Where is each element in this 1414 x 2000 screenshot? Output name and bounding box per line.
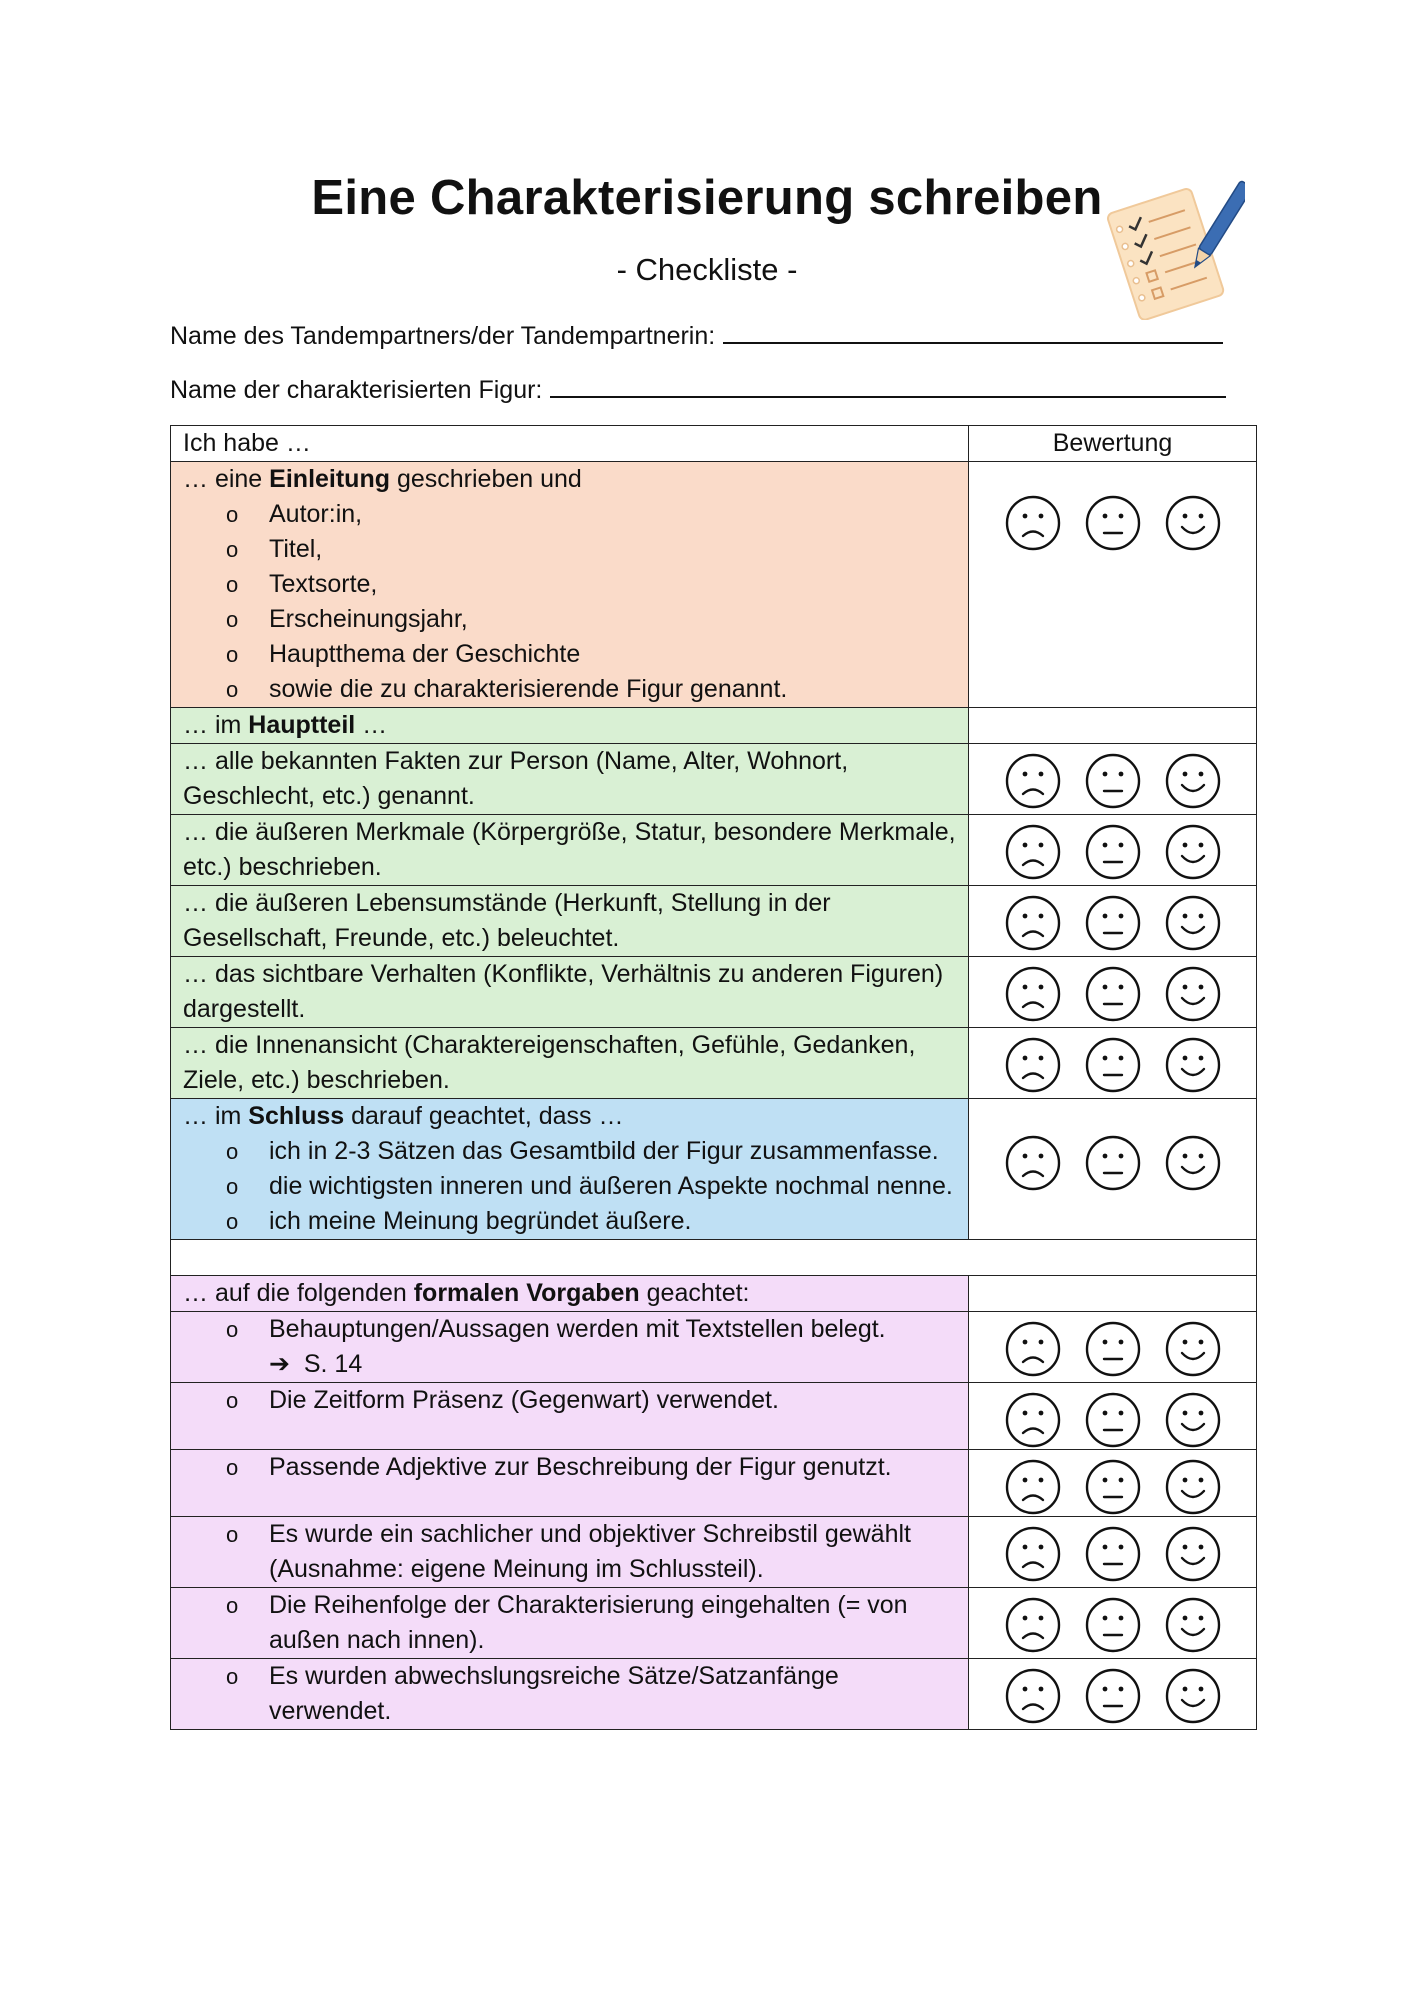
sad-face-icon[interactable]	[1004, 894, 1062, 952]
figure-name-label: Name der charakterisierten Figur:	[170, 376, 543, 404]
happy-face-icon[interactable]	[1164, 1458, 1222, 1516]
sad-face-icon[interactable]	[1004, 965, 1062, 1023]
main-item: … alle bekannten Fakten zur Person (Name, Alter, Wohnort, Geschlecht, etc.) genannt.	[171, 744, 969, 815]
table-row	[171, 1099, 1257, 1240]
table-row	[171, 1383, 1257, 1450]
main-heading: … im Hauptteil …	[171, 708, 969, 744]
neutral-face-icon[interactable]	[1084, 1458, 1142, 1516]
neutral-face-icon[interactable]	[1084, 1320, 1142, 1378]
spacer-cell	[171, 1240, 1257, 1276]
list-item: o Textsorte,	[226, 570, 378, 598]
neutral-face-icon[interactable]	[1084, 1134, 1142, 1192]
sad-face-icon[interactable]	[1004, 1036, 1062, 1094]
list-item: o Erscheinungsjahr,	[226, 605, 468, 633]
formal-item	[171, 1588, 969, 1659]
list-item: o ich in 2-3 Sätzen das Gesamtbild der Figur zusammenfasse.	[226, 1137, 939, 1165]
page-reference: ➔ S. 14	[269, 1350, 363, 1378]
list-item: o Titel,	[226, 535, 323, 563]
rating-faces[interactable]	[981, 462, 1244, 552]
table-row	[171, 1517, 1257, 1588]
header-rating: Bewertung	[969, 426, 1257, 462]
happy-face-icon[interactable]	[1164, 1667, 1222, 1725]
rating-faces[interactable]	[981, 886, 1244, 952]
rating-cell	[969, 1450, 1257, 1517]
list-item: o Die Zeitform Präsenz (Gegenwart) verwendet.	[226, 1386, 779, 1414]
intro-cell	[171, 462, 969, 708]
table-row	[171, 708, 1257, 744]
table-row	[171, 1588, 1257, 1659]
rating-cell	[969, 1312, 1257, 1383]
main-item: … das sichtbare Verhalten (Konflikte, Verhältnis zu anderen Figuren) dargestellt.	[171, 957, 969, 1028]
sad-face-icon[interactable]	[1004, 752, 1062, 810]
happy-face-icon[interactable]	[1164, 752, 1222, 810]
neutral-face-icon[interactable]	[1084, 1525, 1142, 1583]
sad-face-icon[interactable]	[1004, 823, 1062, 881]
partner-name-field[interactable]	[170, 318, 1223, 351]
rating-faces[interactable]	[981, 815, 1244, 881]
list-item: o Hauptthema der Geschichte	[226, 640, 581, 668]
happy-face-icon[interactable]	[1164, 1036, 1222, 1094]
list-item: o Es wurde ein sachlicher und objektiver Schreibstil gewählt (Ausnahme: eigene Meinung im Schlussteil).	[226, 1520, 911, 1583]
list-item: o Es wurden abwechslungsreiche Sätze/Satzanfänge verwendet.	[226, 1662, 839, 1725]
rating-faces[interactable]	[981, 1028, 1244, 1094]
table-row	[171, 815, 1257, 886]
rating-faces[interactable]	[981, 1312, 1244, 1378]
conclusion-cell	[171, 1099, 969, 1240]
checklist-table	[170, 425, 1257, 1730]
header-left: Ich habe …	[171, 426, 969, 462]
rating-faces[interactable]	[981, 744, 1244, 810]
conclusion-heading: … im Schluss darauf geachtet, dass …	[183, 1102, 624, 1130]
page-title: Eine Charakterisierung schreiben	[311, 171, 1103, 225]
rating-cell	[969, 815, 1257, 886]
table-row	[171, 1028, 1257, 1099]
neutral-face-icon[interactable]	[1084, 823, 1142, 881]
rating-faces[interactable]	[981, 1517, 1244, 1583]
intro-bullet-list	[183, 497, 956, 707]
figure-name-blank[interactable]	[550, 372, 1226, 398]
neutral-face-icon[interactable]	[1084, 894, 1142, 952]
rating-cell	[969, 1383, 1257, 1450]
list-item: o Die Reihenfolge der Charakterisierung eingehalten (= von außen nach innen).	[226, 1591, 908, 1654]
arrow-right-icon: ➔	[269, 1350, 290, 1378]
sad-face-icon[interactable]	[1004, 1134, 1062, 1192]
partner-name-label: Name des Tandempartners/der Tandempartnerin:	[170, 322, 716, 350]
formal-item	[171, 1383, 969, 1450]
partner-name-blank[interactable]	[723, 318, 1223, 344]
intro-heading: … eine Einleitung geschrieben und	[183, 465, 582, 493]
rating-cell	[969, 744, 1257, 815]
rating-cell	[969, 1517, 1257, 1588]
neutral-face-icon[interactable]	[1084, 494, 1142, 552]
rating-faces[interactable]	[981, 957, 1244, 1023]
table-row	[171, 1276, 1257, 1312]
checklist-pencil-icon	[1100, 175, 1245, 320]
list-item: o Passende Adjektive zur Beschreibung der Figur genutzt.	[226, 1453, 892, 1481]
list-item: o sowie die zu charakterisierende Figur genannt.	[226, 675, 788, 703]
rating-cell	[969, 1588, 1257, 1659]
table-row	[171, 957, 1257, 1028]
happy-face-icon[interactable]	[1164, 1134, 1222, 1192]
neutral-face-icon[interactable]	[1084, 1391, 1142, 1449]
list-item: o die wichtigsten inneren und äußeren Aspekte nochmal nenne.	[226, 1172, 953, 1200]
formal-heading: … auf die folgenden formalen Vorgaben geachtet:	[171, 1276, 969, 1312]
list-item: o Autor:in,	[226, 500, 363, 528]
table-row	[171, 1450, 1257, 1517]
main-item: … die äußeren Lebensumstände (Herkunft, Stellung in der Gesellschaft, Freunde, etc.) beleuchtet.	[171, 886, 969, 957]
sad-face-icon[interactable]	[1004, 1458, 1062, 1516]
happy-face-icon[interactable]	[1164, 1525, 1222, 1583]
happy-face-icon[interactable]	[1164, 494, 1222, 552]
happy-face-icon[interactable]	[1164, 894, 1222, 952]
rating-cell	[969, 1028, 1257, 1099]
formal-item	[171, 1312, 969, 1383]
rating-faces[interactable]	[981, 1588, 1244, 1654]
rating-cell	[969, 462, 1257, 708]
rating-cell	[969, 1099, 1257, 1240]
table-row	[171, 462, 1257, 708]
empty-rating-cell	[969, 708, 1257, 744]
table-header-row	[171, 426, 1257, 462]
neutral-face-icon[interactable]	[1084, 1596, 1142, 1654]
neutral-face-icon[interactable]	[1084, 1667, 1142, 1725]
figure-name-field[interactable]	[170, 372, 1226, 405]
sad-face-icon[interactable]	[1004, 1525, 1062, 1583]
table-row	[171, 744, 1257, 815]
main-item: … die Innenansicht (Charaktereigenschaften, Gefühle, Gedanken, Ziele, etc.) beschrieben.	[171, 1028, 969, 1099]
sad-face-icon[interactable]	[1004, 494, 1062, 552]
rating-faces[interactable]	[981, 1099, 1244, 1192]
formal-item	[171, 1450, 969, 1517]
rating-faces[interactable]	[981, 1383, 1244, 1449]
table-row	[171, 886, 1257, 957]
happy-face-icon[interactable]	[1164, 1596, 1222, 1654]
sad-face-icon[interactable]	[1004, 1320, 1062, 1378]
happy-face-icon[interactable]	[1164, 823, 1222, 881]
rating-faces[interactable]	[981, 1450, 1244, 1516]
rating-faces[interactable]	[981, 1659, 1244, 1725]
conclusion-bullet-list	[183, 1134, 956, 1239]
neutral-face-icon[interactable]	[1084, 965, 1142, 1023]
rating-cell	[969, 1659, 1257, 1730]
table-row	[171, 1659, 1257, 1730]
list-item: o ich meine Meinung begründet äußere.	[226, 1207, 692, 1235]
neutral-face-icon[interactable]	[1084, 1036, 1142, 1094]
neutral-face-icon[interactable]	[1084, 752, 1142, 810]
list-item: o Behauptungen/Aussagen werden mit Textstellen belegt.	[226, 1315, 886, 1343]
happy-face-icon[interactable]	[1164, 965, 1222, 1023]
formal-item	[171, 1517, 969, 1588]
sad-face-icon[interactable]	[1004, 1667, 1062, 1725]
table-row	[171, 1312, 1257, 1383]
happy-face-icon[interactable]	[1164, 1391, 1222, 1449]
formal-item	[171, 1659, 969, 1730]
empty-rating-cell	[969, 1276, 1257, 1312]
sad-face-icon[interactable]	[1004, 1596, 1062, 1654]
sad-face-icon[interactable]	[1004, 1391, 1062, 1449]
rating-cell	[969, 886, 1257, 957]
spacer-row	[171, 1240, 1257, 1276]
main-item: … die äußeren Merkmale (Körpergröße, Statur, besondere Merkmale, etc.) beschrieben.	[171, 815, 969, 886]
happy-face-icon[interactable]	[1164, 1320, 1222, 1378]
page-subtitle: - Checkliste -	[616, 252, 798, 287]
rating-cell	[969, 957, 1257, 1028]
